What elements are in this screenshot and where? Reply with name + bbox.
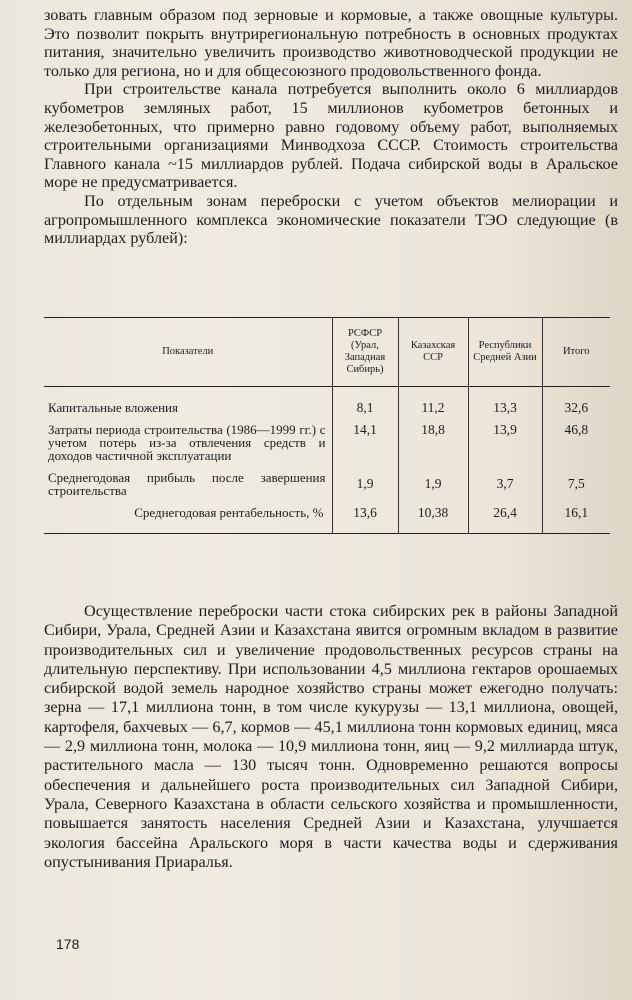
bottom-text-block xyxy=(44,602,618,872)
cell-central-asia: 26,4 xyxy=(468,502,542,534)
cell-rsfsr: 1,9 xyxy=(332,467,398,502)
cell-kazakh: 10,38 xyxy=(398,502,468,534)
table-header-row xyxy=(44,318,610,387)
cell-total: 7,5 xyxy=(542,467,610,502)
cell-kazakh: 18,8 xyxy=(398,419,468,467)
cell-total: 46,8 xyxy=(542,419,610,467)
cell-rsfsr: 14,1 xyxy=(332,419,398,467)
row-label: Капитальные вложения xyxy=(48,400,178,415)
row-label: Затраты периода строительства (1986—1999 гг.) с учетом потерь из-за отвлечения средств и доходов частичной эксплуатации xyxy=(48,422,326,463)
header-kazakh: Казахская ССР xyxy=(398,318,468,387)
row-label: Среднегодовая прибыль после завершения строительства xyxy=(48,470,326,498)
cell-total: 32,6 xyxy=(542,387,610,420)
top-text-block xyxy=(44,6,618,248)
table-row xyxy=(44,467,610,502)
header-total: Итого xyxy=(542,318,610,387)
cell-total: 16,1 xyxy=(542,502,610,534)
paragraph-1: зовать главным образом под зерновые и кормовые, а также овощные культуры. Это позволит покрыть внутрирегиональную потребность в основных продуктах питания, значительно увеличить производство животноводческой продукции не только для региона, но и для общесоюзного продовольственного фонда. xyxy=(44,6,618,80)
paragraph-4: Осуществление переброски части стока сибирских рек в районы Западной Сибири, Урала, Средней Азии и Казахстана явится огромным вкладом в развитие производительных сил и увеличение продовольственных ресурсов страны на длительную перспективу. При использовании 4,5 миллиона гектаров орошаемых сибирской водой земель народное хозяйство страны может ежегодно получать: зерна — 17,1 миллиона тонн, в том числе кукурузы — 13,1 миллиона, овощей, картофеля, бахчевых — 6,7, кормов — 45,1 миллиона тонн кормовых единиц, мяса — 2,9 миллиона тонн, молока — 10,9 миллиона тонн, яиц — 9,2 миллиарда штук, растительного масла — 130 тысяч тонн. Одновременно решаются вопросы обеспечения и дальнейшего роста производительных сил Западной Сибири, Урала, Северного Казахстана в области сельского хозяйства и промышленности, повышается занятость населения Средней Азии и Казахстана, улучшается экология бассейна Аральского моря в части качества воды и сдерживания опустынивания Приаралья. xyxy=(44,602,618,871)
cell-kazakh: 11,2 xyxy=(398,387,468,420)
page-number: 178 xyxy=(56,936,80,952)
row-label: Среднегодовая рентабельность, % xyxy=(44,502,332,534)
table-row xyxy=(44,419,610,467)
cell-rsfsr: 8,1 xyxy=(332,387,398,420)
header-rsfsr: РСФСР (Урал, Западная Сибирь) xyxy=(332,318,398,387)
teo-indicators-table xyxy=(44,317,610,534)
cell-central-asia: 3,7 xyxy=(468,467,542,502)
cell-kazakh: 1,9 xyxy=(398,467,468,502)
cell-rsfsr: 13,6 xyxy=(332,502,398,534)
header-indicator: Показатели xyxy=(44,318,332,387)
table-row xyxy=(44,502,610,534)
cell-central-asia: 13,3 xyxy=(468,387,542,420)
paragraph-3: По отдельным зонам переброски с учетом объектов мелиорации и агропромышленного комплекса экономические показатели ТЭО следующие (в миллиардах рублей): xyxy=(44,191,618,248)
table-row xyxy=(44,387,610,420)
header-central-asia: Республики Средней Азии xyxy=(468,318,542,387)
paragraph-2: При строительстве канала потребуется выполнить около 6 миллиардов кубометров земляных работ, 15 миллионов кубометров бетонных и железобетонных, что примерно равно годовому объему работ, выполняемых строительными организациями Минводхоза СССР. Стоимость строительства Главного канала ~15 миллиардов рублей. Подача сибирской воды в Аральское море не предусматривается. xyxy=(44,80,618,192)
cell-central-asia: 13,9 xyxy=(468,419,542,467)
